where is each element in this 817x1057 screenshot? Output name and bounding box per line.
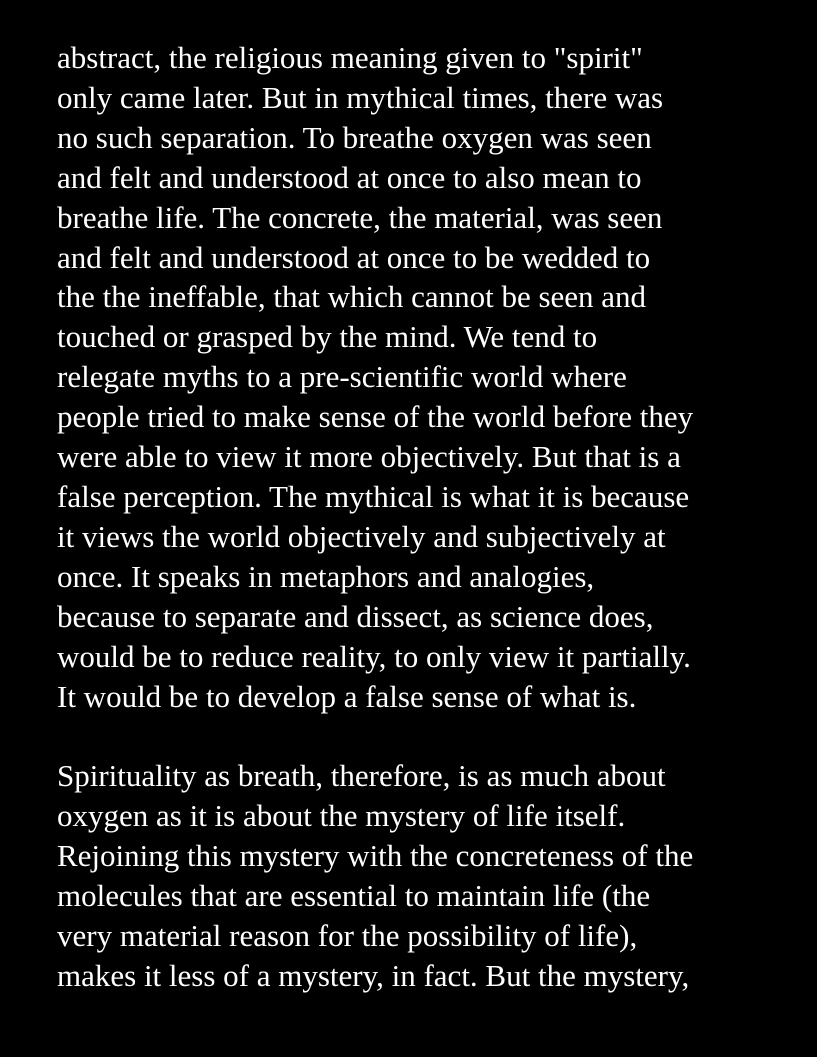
- text-line: touched or grasped by the mind. We tend to: [57, 319, 598, 355]
- text-line: It would be to develop a false sense of what is.: [57, 678, 637, 714]
- text-line: and felt and understood at once to also mean to: [57, 159, 642, 195]
- text-line: Rejoining this mystery with the concreteness of the: [57, 838, 694, 874]
- paragraph-2: [57, 756, 807, 995]
- text-line: once. It speaks in metaphors and analogies,: [57, 558, 595, 594]
- text-line: it views the world objectively and subjectively at: [57, 518, 666, 554]
- paragraph-1: [57, 38, 807, 716]
- text-line: relegate myths to a pre-scientific world where: [57, 359, 627, 395]
- text-line: and felt and understood at once to be wedded to: [57, 239, 651, 275]
- text-line: Spirituality as breath, therefore, is as much about: [57, 758, 666, 794]
- text-line: very material reason for the possibility of life),: [57, 917, 638, 953]
- text-line: makes it less of a mystery, in fact. But the mystery,: [57, 957, 690, 993]
- text-line: would be to reduce reality, to only view it partially.: [57, 638, 691, 674]
- text-line: were able to view it more objectively. But that is a: [57, 439, 681, 475]
- text-line: because to separate and dissect, as science does,: [57, 598, 654, 634]
- text-line: breathe life. The concrete, the material, was seen: [57, 199, 663, 235]
- text-line: no such separation. To breathe oxygen was seen: [57, 119, 652, 155]
- paragraph-spacer: [57, 716, 807, 756]
- text-line: molecules that are essential to maintain life (the: [57, 878, 651, 914]
- text-line: abstract, the religious meaning given to "spirit": [57, 40, 643, 75]
- text-line: only came later. But in mythical times, there was: [57, 79, 664, 115]
- text-line: the the ineffable, that which cannot be seen and: [57, 279, 647, 315]
- text-line: false perception. The mythical is what it is because: [57, 478, 690, 514]
- text-line: oxygen as it is about the mystery of life itself.: [57, 798, 626, 834]
- text-line: people tried to make sense of the world before they: [57, 399, 694, 435]
- document-page: [57, 38, 807, 996]
